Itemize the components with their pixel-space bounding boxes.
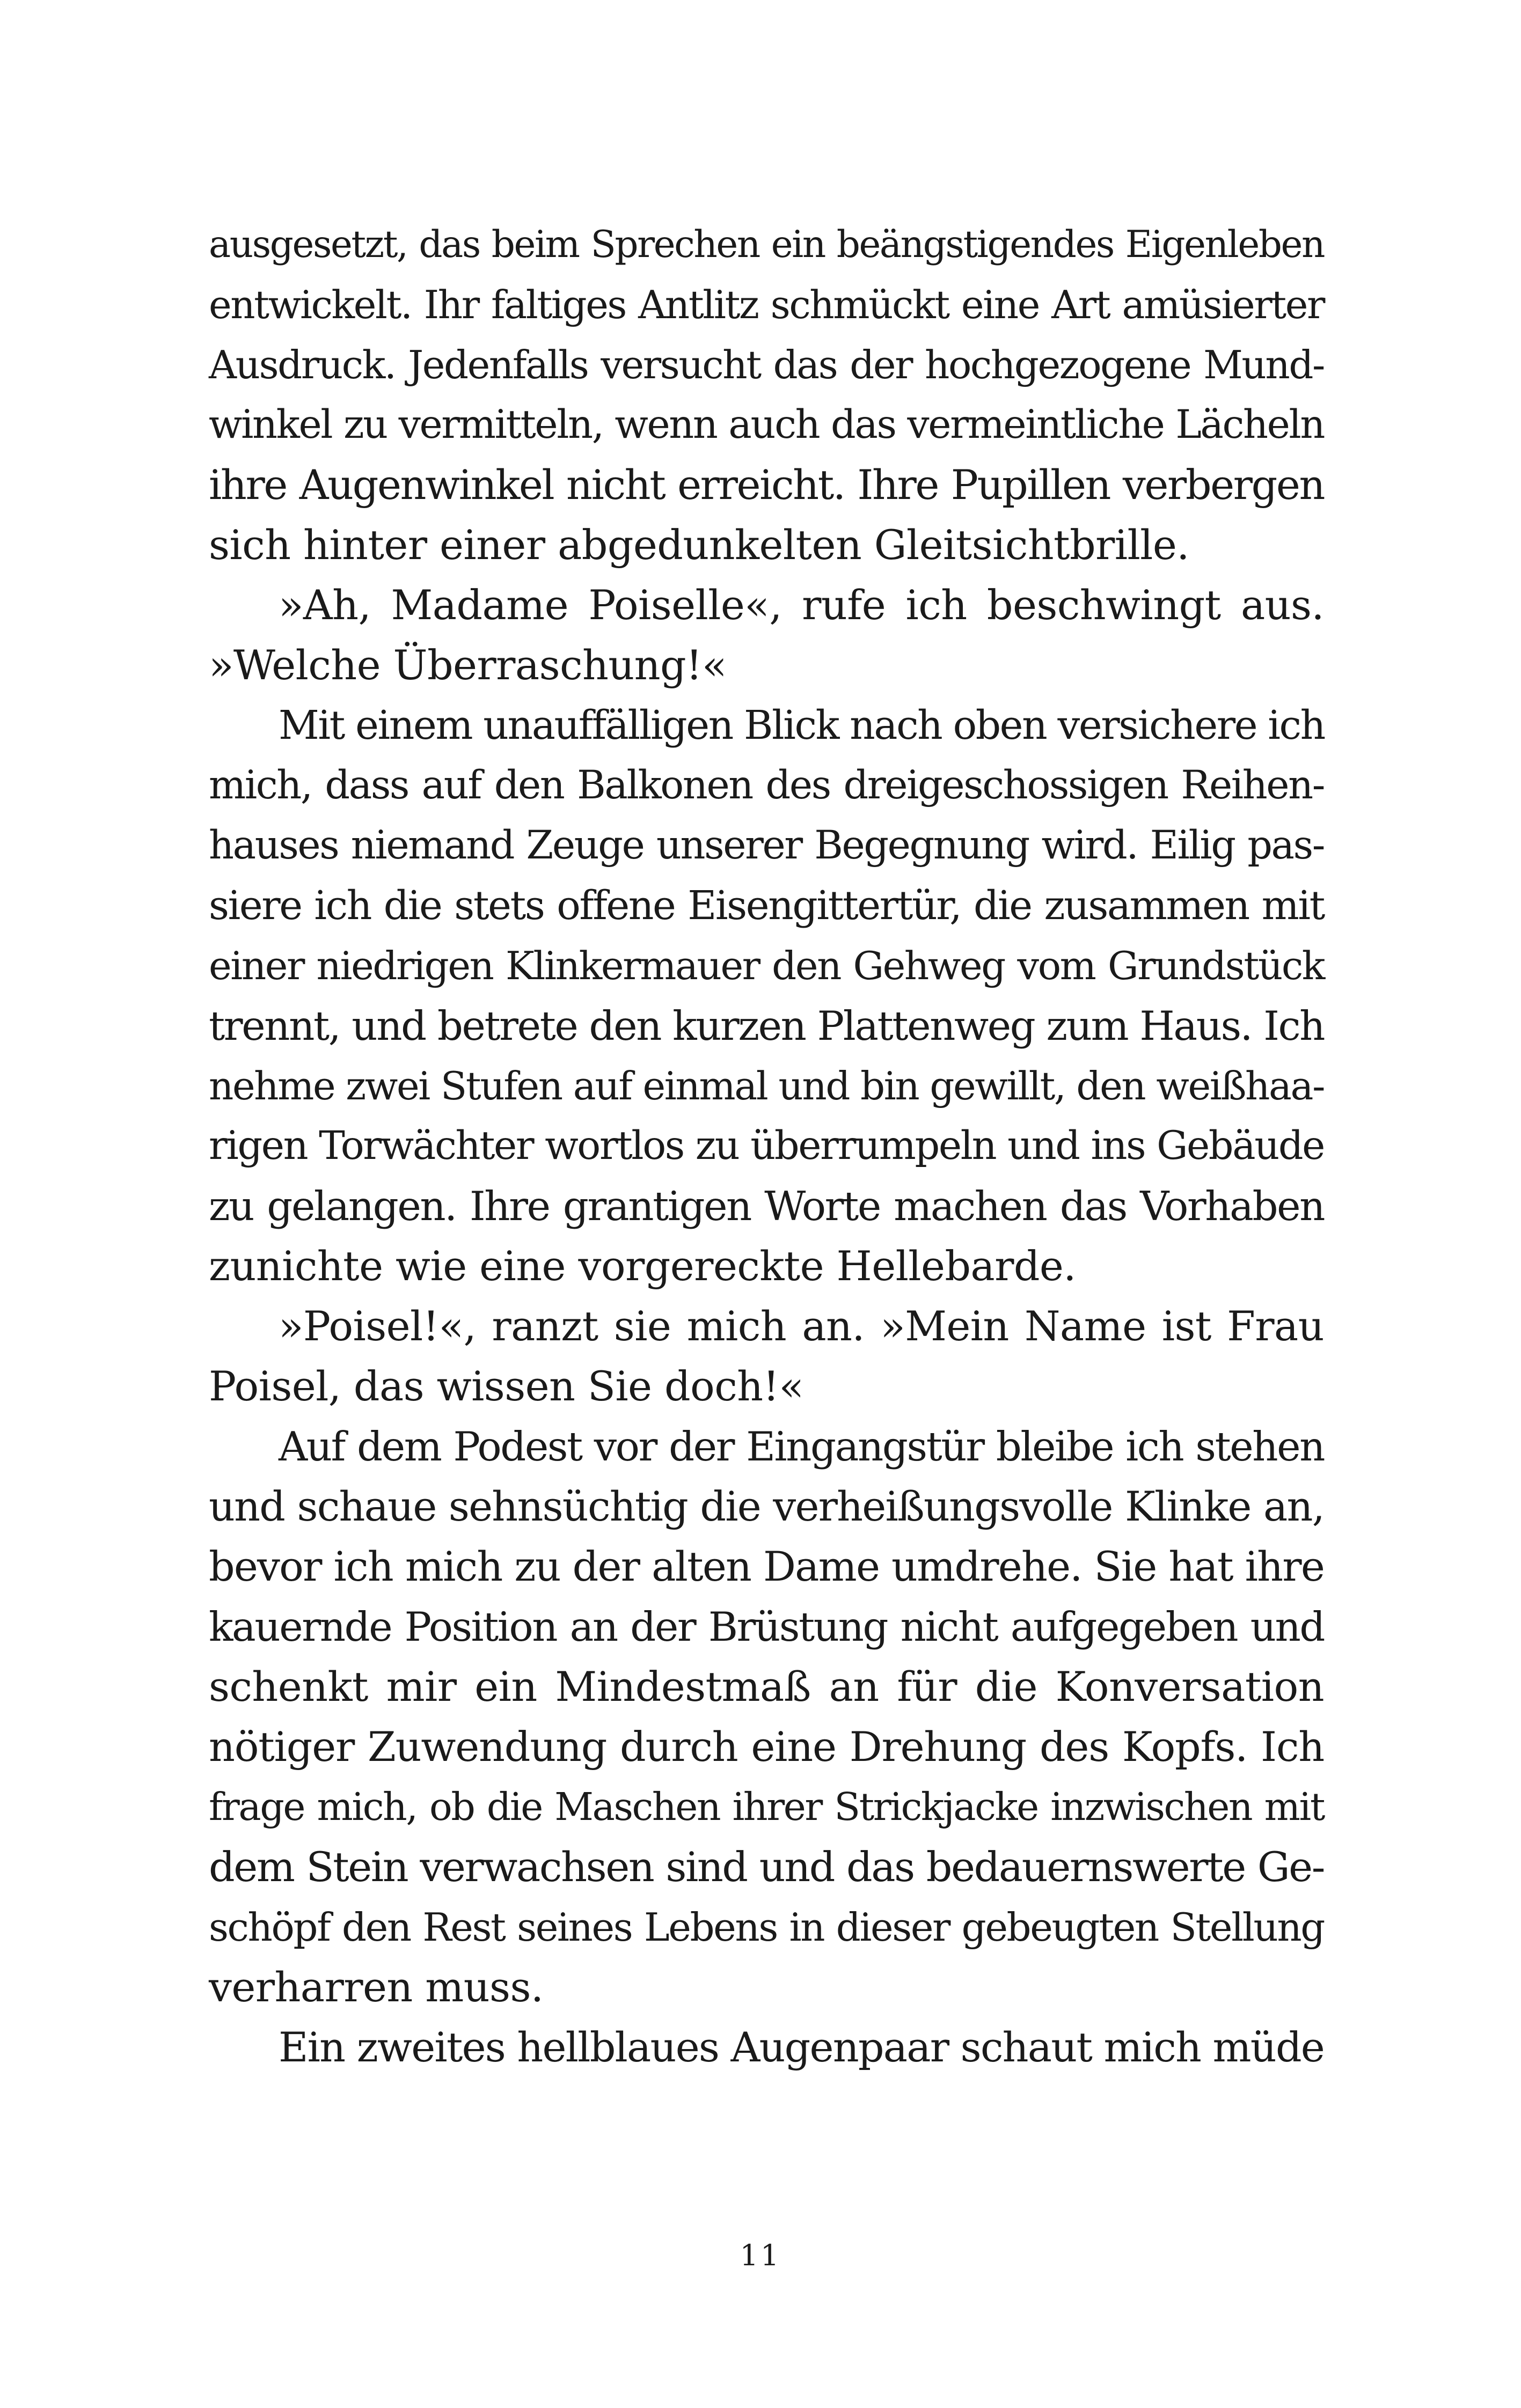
text-line: schenkt mir ein Mindestmaß an für die Konversation [209, 1663, 1324, 1710]
text-line: mich, dass auf den Balkonen des dreigeschossigen Reihen- [209, 762, 1324, 808]
text-line: verharren muss. [209, 1963, 544, 2011]
text-line: bevor ich mich zu der alten Dame umdrehe. Sie hat ihre [209, 1543, 1324, 1590]
text-line: Ein zweites hellblaues Augenpaar schaut mich müde [279, 2023, 1324, 2071]
text-line: nehme zwei Stufen auf einmal und bin gewillt, den weißhaa- [209, 1063, 1324, 1108]
text-line: Mit einem unauffälligen Blick nach oben versichere ich [279, 702, 1325, 748]
text-line: siere ich die stets offene Eisengittertür, die zusammen mit [209, 883, 1324, 929]
text-line: trennt, und betrete den kurzen Plattenweg zum Haus. Ich [209, 1002, 1324, 1049]
text-line: einer niedrigen Klinkermauer den Gehweg vom Grundstück [209, 943, 1324, 988]
text-line: »Welche Überraschung!« [209, 641, 727, 689]
text-line: dem Stein verwachsen sind und das bedauernswerte Ge- [209, 1843, 1324, 1891]
text-line: kauernde Position an der Brüstung nicht aufgegeben und [209, 1603, 1324, 1650]
text-line: sich hinter einer abgedunkelten Gleitsichtbrille. [209, 521, 1189, 569]
text-line: »Ah, Madame Poiselle«, rufe ich beschwingt aus. [279, 581, 1324, 629]
page-number: 11 [740, 2238, 781, 2272]
text-line: und schaue sehnsüchtig die verheißungsvolle Klinke an, [209, 1482, 1324, 1530]
text-line: rigen Torwächter wortlos zu überrumpeln und ins Gebäude [209, 1123, 1324, 1169]
text-line: Ausdruck. Jedenfalls versucht das der hochgezogene Mund- [209, 342, 1324, 387]
text-line: ihre Augenwinkel nicht erreicht. Ihre Pupillen verbergen [209, 461, 1324, 509]
text-line: Poisel, das wissen Sie doch!« [209, 1362, 804, 1410]
text-line: hauses niemand Zeuge unserer Begegnung wird. Eilig pas- [209, 823, 1324, 868]
text-line: frage mich, ob die Maschen ihrer Strickjacke inzwischen mit [209, 1785, 1324, 1829]
text-line: Auf dem Podest vor der Eingangstür bleibe ich stehen [279, 1423, 1324, 1470]
text-line: zunichte wie eine vorgereckte Hellebarde. [209, 1242, 1076, 1290]
text-line: schöpf den Rest seines Lebens in dieser gebeugten Stellung [209, 1905, 1324, 1950]
text-line: »Poisel!«, ranzt sie mich an. »Mein Name ist Frau [279, 1302, 1324, 1350]
text-line: winkel zu vermitteln, wenn auch das vermeintliche Lächeln [209, 402, 1324, 447]
text-line: zu gelangen. Ihre grantigen Worte machen das Vorhaben [209, 1183, 1324, 1230]
text-line: nötiger Zuwendung durch eine Drehung des Kopfs. Ich [209, 1723, 1324, 1771]
text-line: ausgesetzt, das beim Sprechen ein beängstigendes Eigenleben [209, 223, 1324, 266]
text-line: entwickelt. Ihr faltiges Antlitz schmückt eine Art amüsierter [209, 282, 1324, 327]
body-text [209, 215, 1324, 2077]
